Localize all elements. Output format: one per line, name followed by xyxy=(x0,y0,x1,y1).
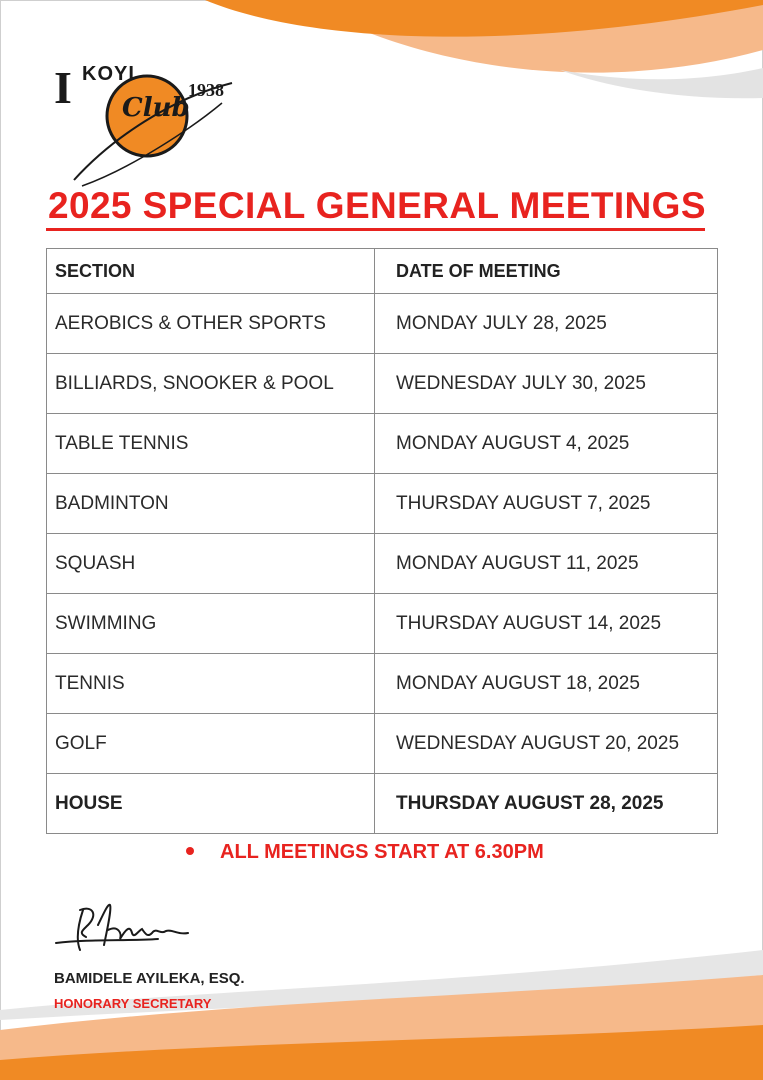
date-cell: MONDAY AUGUST 4, 2025 xyxy=(375,414,718,474)
logo-year: 1938 xyxy=(188,80,224,100)
table-row xyxy=(47,714,718,774)
logo-name: KOYI xyxy=(82,63,135,85)
table-row xyxy=(47,354,718,414)
date-cell: THURSDAY AUGUST 28, 2025 xyxy=(375,774,718,834)
logo-initial: I xyxy=(54,62,72,113)
date-cell: WEDNESDAY JULY 30, 2025 xyxy=(375,354,718,414)
section-cell: TABLE TENNIS xyxy=(47,414,375,474)
signatory-role: HONORARY SECRETARY xyxy=(54,996,212,1011)
section-cell: GOLF xyxy=(47,714,375,774)
logo-script: Club xyxy=(122,93,190,123)
table-row xyxy=(47,654,718,714)
club-logo xyxy=(52,58,242,188)
section-cell: BILLIARDS, SNOOKER & POOL xyxy=(47,354,375,414)
signatory-name: BAMIDELE AYILEKA, ESQ. xyxy=(54,970,245,987)
date-cell: MONDAY AUGUST 18, 2025 xyxy=(375,654,718,714)
section-cell: SWIMMING xyxy=(47,594,375,654)
date-cell: THURSDAY AUGUST 14, 2025 xyxy=(375,594,718,654)
section-cell: BADMINTON xyxy=(47,474,375,534)
meeting-time-note xyxy=(186,841,544,864)
page-title: 2025 SPECIAL GENERAL MEETINGS xyxy=(48,185,706,226)
date-cell: MONDAY JULY 28, 2025 xyxy=(375,294,718,354)
section-cell: HOUSE xyxy=(47,774,375,834)
bullet-icon xyxy=(186,847,194,855)
table-row xyxy=(47,414,718,474)
date-cell: THURSDAY AUGUST 7, 2025 xyxy=(375,474,718,534)
section-cell: AEROBICS & OTHER SPORTS xyxy=(47,294,375,354)
meetings-table xyxy=(46,248,718,834)
signature-graphic xyxy=(48,895,198,965)
table-row xyxy=(47,294,718,354)
header-date: DATE OF MEETING xyxy=(375,249,718,294)
table-row xyxy=(47,534,718,594)
table-row xyxy=(47,774,718,834)
note-text: ALL MEETINGS START AT 6.30PM xyxy=(220,841,544,863)
signature-stroke xyxy=(56,905,188,950)
section-cell: TENNIS xyxy=(47,654,375,714)
table-row xyxy=(47,474,718,534)
date-cell: WEDNESDAY AUGUST 20, 2025 xyxy=(375,714,718,774)
section-cell: SQUASH xyxy=(47,534,375,594)
header-section: SECTION xyxy=(47,249,375,294)
date-cell: MONDAY AUGUST 11, 2025 xyxy=(375,534,718,594)
table-header-row xyxy=(47,249,718,294)
table-row xyxy=(47,594,718,654)
title-underline xyxy=(46,228,705,231)
